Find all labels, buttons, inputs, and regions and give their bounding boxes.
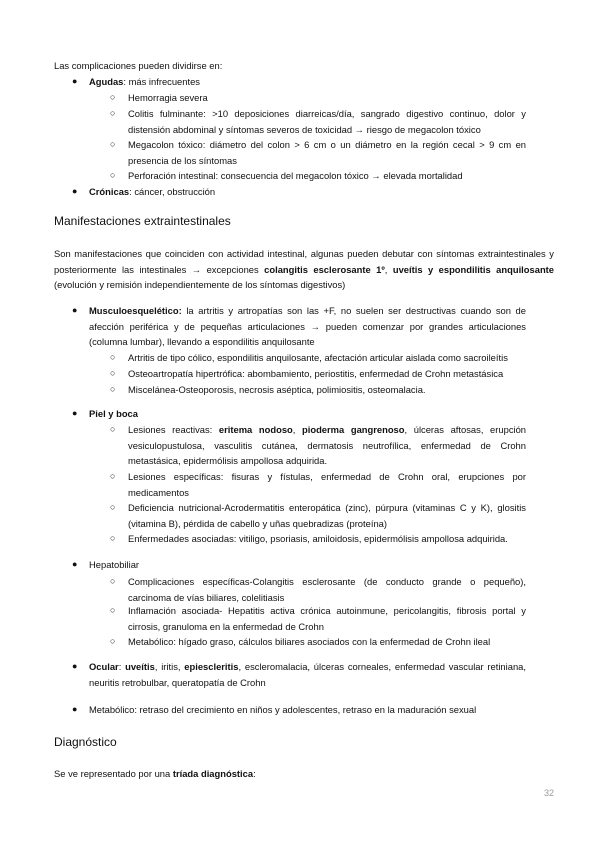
list-item: Deficiencia nutricional-Acrodermatitis enteropática (zinc), púrpura (vitaminas C y K), glositis (vitamina B), pérdida de cabello y uñas quebradizas (proteína) (128, 502, 526, 529)
list-item-ocular: Ocular: uveítis, iritis, epiescleritis, escleromalacia, úlceras corneales, enfermedad vascular retiniana, neuritis retrobulbar, queratopatía de Crohn (89, 661, 526, 688)
sub-bullet-icon: ○ (110, 139, 116, 149)
sub-bullet-icon: ○ (110, 92, 116, 102)
diagnostico-text: Se ve representado por una tríada diagnóstica: (54, 768, 256, 779)
sub-bullet-icon: ○ (110, 170, 116, 180)
bullet-icon: ● (72, 305, 78, 315)
list-item: Miscelánea-Osteoporosis, necrosis aséptica, polimiositis, osteomalacia. (128, 384, 426, 395)
sub-bullet-icon: ○ (110, 471, 116, 481)
list-item: Enfermedades asociadas: vitiligo, psoriasis, amiloidosis, epidermólisis ampollosa adquirida. (128, 533, 508, 544)
list-item-piel-y-boca: Piel y boca (89, 408, 138, 419)
sub-bullet-icon: ○ (110, 384, 116, 394)
list-item-cronicas: Crónicas: cáncer, obstrucción (89, 186, 216, 197)
bullet-icon: ● (72, 704, 78, 714)
list-item: Hemorragia severa (128, 92, 208, 103)
sub-bullet-icon: ○ (110, 352, 116, 362)
list-item: Metabólico: hígado graso, cálculos biliares asociados con la enfermedad de Crohn ileal (128, 636, 491, 647)
bullet-icon: ● (72, 76, 78, 86)
section-heading-extraintestinales: Manifestaciones extraintestinales (54, 214, 231, 228)
sub-bullet-icon: ○ (110, 368, 116, 378)
list-item-musculoesqueletico: Musculoesquelético: la artritis y artropatías son las +F, no suelen ser destructivas cuando son de afección periférica y de pequeñas articulaciones → pueden comenzar por grandes articulaciones (columna lumbar), llevando a espondilitis anquilosante (89, 305, 526, 347)
list-item-metabolico: Metabólico: retraso del crecimiento en niños y adolescentes, retraso en la maduración sexual (89, 704, 477, 715)
list-item: Lesiones reactivas: eritema nodoso, pioderma gangrenoso, úlceras aftosas, erupción vesiculopustulosa, vasculitis cutánea, dermatosis neutrofílica, enfermedad de Crohn metastásica, epidermólisis ampollosa adquirida. (128, 424, 527, 466)
list-item-hepatobiliar: Hepatobiliar (89, 559, 140, 570)
extraintestinal-intro: Son manifestaciones que coinciden con actividad intestinal, algunas pueden debutar con síntomas extraintestinales y posteriormente las intestinales → excepciones colangitis esclerosante 1º, uveítis y espondilitis anquilosante (evolución y remisión independientemente de los síntomas digestivos) (54, 248, 555, 290)
bullet-icon: ● (72, 186, 78, 196)
sub-bullet-icon: ○ (110, 605, 116, 615)
list-item: Lesiones específicas: fisuras y fístulas, enfermedad de Crohn oral, erupciones por medicamentos (128, 471, 526, 498)
sub-bullet-icon: ○ (110, 636, 116, 646)
sub-bullet-icon: ○ (110, 576, 116, 586)
list-item: Osteoartropatía hipertrófica: abombamiento, periostitis, enfermedad de Crohn metastásica (128, 368, 504, 379)
list-item-agudas: Agudas: más infrecuentes (89, 76, 200, 87)
section-heading-diagnostico: Diagnóstico (54, 735, 117, 749)
list-item: Megacolon tóxico: diámetro del colon > 6 cm o un diámetro en la región cecal > 9 cm en presencia de los síntomas (128, 139, 526, 166)
sub-bullet-icon: ○ (110, 424, 116, 434)
sub-bullet-icon: ○ (110, 533, 116, 543)
sub-bullet-icon: ○ (110, 502, 116, 512)
list-item: Perforación intestinal: consecuencia del megacolon tóxico → elevada mortalidad (128, 170, 463, 181)
bullet-icon: ● (72, 661, 78, 671)
list-item: Complicaciones específicas-Colangitis esclerosante (de conducto grande o pequeño), carcinoma de vías biliares, colelitiasis (128, 576, 526, 603)
intro-text: Las complicaciones pueden dividirse en: (54, 60, 223, 71)
list-item: Colitis fulminante: >10 deposiciones diarreicas/día, sangrado digestivo continuo, dolor y distensión abdominal y síntomas severos de toxicidad → riesgo de megacolon tóxico (128, 108, 526, 135)
bullet-icon: ● (72, 559, 78, 569)
list-item: Artritis de tipo cólico, espondilitis anquilosante, afectación articular aislada como sacroileítis (128, 352, 508, 363)
list-item: Inflamación asociada- Hepatitis activa crónica autoinmune, pericolangitis, fibrosis portal y cirrosis, granuloma en la enfermedad de Crohn (128, 605, 526, 632)
bullet-icon: ● (72, 408, 78, 418)
sub-bullet-icon: ○ (110, 108, 116, 118)
page-number: 32 (544, 788, 555, 798)
